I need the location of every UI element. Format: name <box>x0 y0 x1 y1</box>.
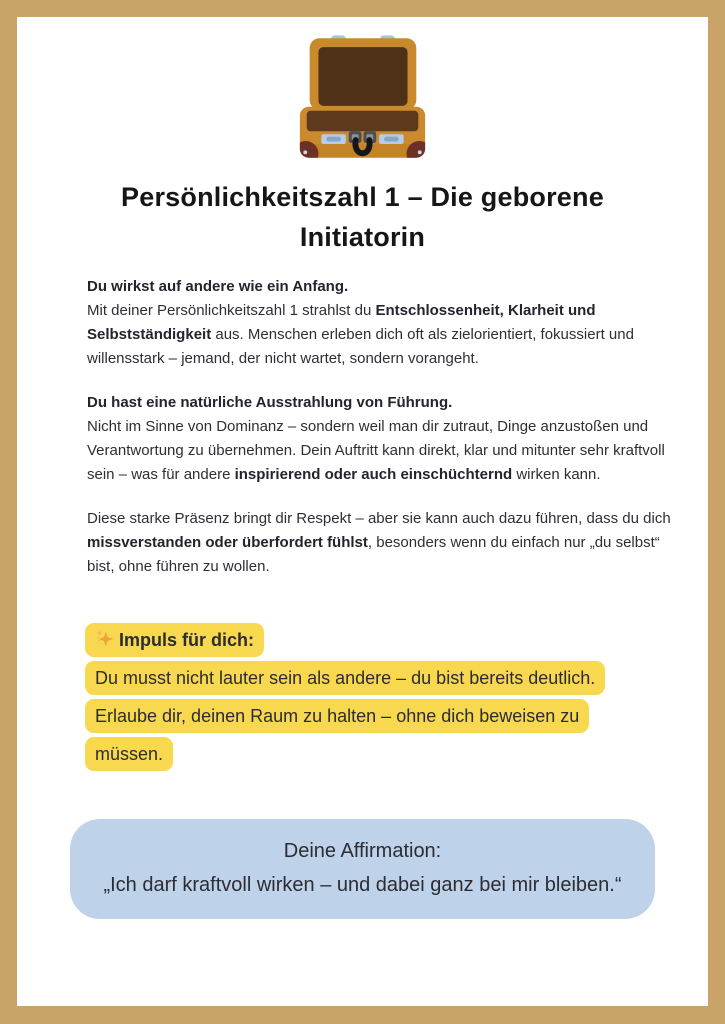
impuls-line-2: Erlaube dir, deinen Raum zu halten – ohne dich beweisen zu müssen. <box>85 699 589 771</box>
impuls-line-2-row <box>85 697 647 773</box>
suitcase-lid-interior <box>318 47 407 106</box>
paragraph-2-lead: Du hast eine natürliche Ausstrahlung von Führung. <box>87 394 453 411</box>
suitcase-latch-right <box>379 134 403 144</box>
impuls-line-1-row <box>85 659 647 697</box>
sparkle-icon <box>95 624 115 644</box>
paragraph-2 <box>87 391 679 487</box>
paragraph-1-bold: Entschlossenheit, Klarheit und Selbstständigkeit <box>87 302 596 343</box>
paragraph-2-text-2: wirken kann. <box>512 466 601 483</box>
paragraph-1-text: Mit deiner Persönlichkeitszahl 1 strahlst du <box>87 302 376 319</box>
paragraph-3-bold: missverstanden oder überfordert fühlst <box>87 534 368 551</box>
suitcase-illustration <box>294 33 431 163</box>
impuls-line-1: Du musst nicht lauter sein als andere – du bist bereits deutlich. <box>85 661 605 695</box>
impuls-label-row <box>85 621 647 659</box>
impuls-label: Impuls für dich: <box>119 630 254 650</box>
suitcase-latch-left <box>321 134 345 144</box>
paragraph-2-bold: inspirierend oder auch einschüchternd <box>234 466 513 483</box>
paragraph-1-text-2: aus. Menschen erleben dich oft als zielorientiert, fokussiert und willensstark – jemand, der nicht wartet, sondern vorangeht. <box>87 326 634 367</box>
paragraph-2-text: Nicht im Sinne von Dominanz – sondern weil man dir zutraut, Dinge anzustoßen und Verantwortung zu übernehmen. Dein Auftritt kann direkt, klar und mitunter sehr kraftvoll sein – was für andere <box>87 418 665 483</box>
suitcase-base-interior <box>307 111 419 132</box>
document-page <box>17 17 708 1006</box>
affirmation-quote: „Ich darf kraftvoll wirken – und dabei ganz bei mir bleiben.“ <box>103 874 622 896</box>
page-title: Persönlichkeitszahl 1 – Die geborene Initiatorin <box>121 182 604 252</box>
paragraph-3-text: Diese starke Präsenz bringt dir Respekt – aber sie kann auch dazu führen, dass du dich <box>87 510 671 527</box>
affirmation-title: Deine Affirmation: <box>283 840 442 862</box>
impuls-label-highlight <box>85 623 264 657</box>
paragraph-1 <box>87 275 679 371</box>
impuls-section <box>85 621 647 773</box>
affirmation-box <box>70 819 655 919</box>
body-text <box>87 275 679 579</box>
paragraph-1-lead: Du wirkst auf andere wie ein Anfang. <box>87 278 349 295</box>
paragraph-3-text-2: , besonders wenn du einfach nur „du selbst“ bist, ohne führen zu wollen. <box>87 534 660 575</box>
paragraph-3 <box>87 507 679 579</box>
open-suitcase-icon <box>294 33 431 163</box>
